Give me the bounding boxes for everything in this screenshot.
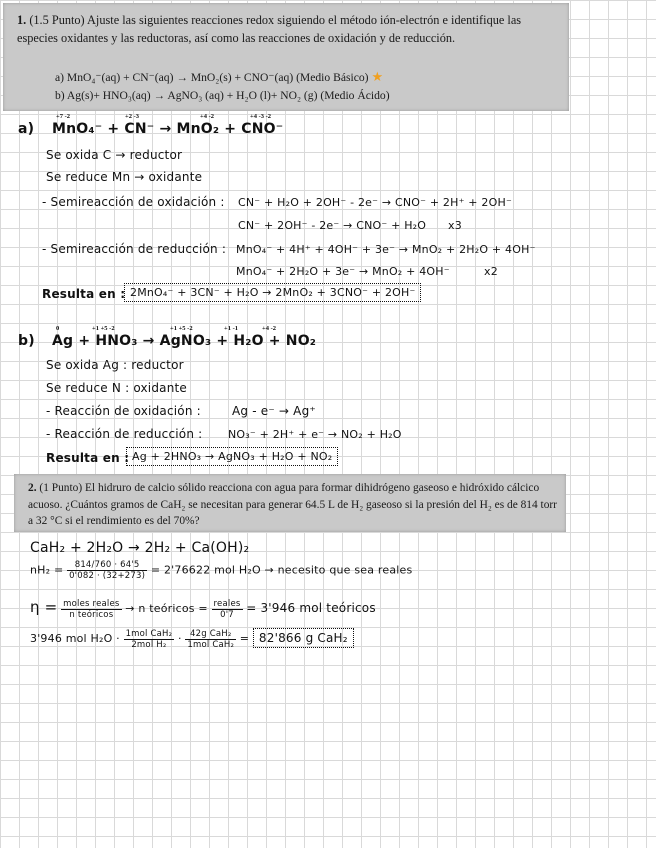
q2-f2-numerator: 42g CaH₂ xyxy=(185,629,236,640)
q2-eta-label: η = xyxy=(30,598,58,616)
q2-moles-line xyxy=(30,560,412,581)
part-a-result: 2MnO₄⁻ + 3CN⁻ + H₂O → 2MnO₂ + 3CNO⁻ + 2OH⁻ xyxy=(124,283,421,302)
option-a-text: a) MnO₄⁻(aq) + CN⁻(aq) → MnO₂(s) + CNO⁻(aq) (Medio Básico) xyxy=(55,71,369,84)
question-1-statement: (1.5 Punto) Ajuste las siguientes reacciones redox siguiendo el método ión-electrón e identifique las especies oxidantes y las reductoras, así como las reacciones de oxidación y de reducción. xyxy=(17,13,522,45)
q2-eta-arrow: → n teóricos = xyxy=(125,602,208,615)
question-1-option-b: b) Ag(s)+ HNO₃(aq) → AgNO₃ (aq) + H₂O (l)+ NO₂ (g) (Medio Ácido) xyxy=(55,89,390,102)
part-a-result-label: Resulta en : xyxy=(42,287,126,301)
q2-f1-numerator: 1mol CaH₂ xyxy=(125,628,173,639)
q2-yield-line xyxy=(30,598,376,620)
q2-n-denominator: 0'082 · (32+273) xyxy=(69,571,146,581)
q2-eta2-fraction xyxy=(212,599,243,620)
q2-final-equals: = xyxy=(239,632,250,645)
q2-n-numerator: 814/760 · 64'5 xyxy=(67,560,147,571)
q2-final-result: 82'866 g CaH₂ xyxy=(253,628,354,648)
question-2-text xyxy=(28,480,558,530)
ox-number: +4 -2 xyxy=(200,113,214,120)
part-a-label: a) xyxy=(18,121,35,137)
ox-number: 0 xyxy=(56,325,60,332)
part-a-oxidized: Se oxida C → reductor xyxy=(46,148,183,162)
part-b-red-label: - Reacción de reducción : xyxy=(46,427,203,441)
q2-final-line: 3'946 mol H₂O · $\frac{\text{1mol CaH₂}}{\text{2mol H₂}}$ · $\frac{\text{42g CaH₂}}{\text{1mol CaH₂}}$ = 82'866 g CaH₂ xyxy=(30,628,354,650)
question-2-statement: (1 Punto) El hidruro de calcio sólido reacciona con agua para formar dihidrógeno gaseoso e hidróxido cálcico acuoso. ¿Cuántos gramos de CaH₂ se necesitan para generar 64.5 L de H₂ gaseoso si la presión del H₂ es de 814 torr a 32 °C si el rendimiento es del 70%? xyxy=(28,482,557,527)
question-2-banner xyxy=(14,474,566,532)
part-b-reduced: Se reduce N : oxidante xyxy=(46,381,188,395)
q2-f2-fraction xyxy=(185,629,236,650)
q2-final-start: 3'946 mol H₂O · xyxy=(30,632,120,645)
part-a-semi-ox-mult: x3 xyxy=(448,219,462,232)
part-a-semi-ox-1: CN⁻ + H₂O + 2OH⁻ - 2e⁻ → CNO⁻ + 2H⁺ + 2OH⁻ xyxy=(238,196,512,209)
q2-eta2-numerator: reales xyxy=(213,598,241,609)
question-1-option-a xyxy=(55,69,383,85)
question-1-text xyxy=(17,11,561,47)
part-a-semi-ox-label: - Semireacción de oxidación : xyxy=(42,195,225,209)
q2-f1-denominator: 2mol H₂ xyxy=(131,639,167,650)
part-b-result-box xyxy=(126,447,338,466)
star-icon: ★ xyxy=(371,69,384,84)
part-a-semi-ox-2: CN⁻ + 2OH⁻ - 2e⁻ → CNO⁻ + H₂O xyxy=(238,219,427,232)
q2-eta2-denominator: 0'7 xyxy=(220,609,234,620)
part-a-semi-red-2: MnO₄⁻ + 2H₂O + 3e⁻ → MnO₂ + 4OH⁻ xyxy=(236,265,450,278)
part-b-result: Ag + 2HNO₃ → AgNO₃ + H₂O + NO₂ xyxy=(126,447,338,466)
q2-n-label: nH₂ = xyxy=(30,563,64,577)
q2-f1-fraction xyxy=(124,629,175,650)
part-a-semi-red-1: MnO₄⁻ + 4H⁺ + 4OH⁻ + 3e⁻ → MnO₂ + 2H₂O + 4OH⁻ xyxy=(236,243,536,256)
part-b-ox-label: - Reacción de oxidación : xyxy=(46,404,201,418)
part-b-reaction: Ag + HNO₃ → AgNO₃ + H₂O + NO₂ xyxy=(52,333,317,349)
question-2-number: 2. xyxy=(28,482,37,494)
part-a-semi-red-label: - Semireacción de reducción : xyxy=(42,242,227,256)
ox-number: +1 +5 -2 xyxy=(170,325,193,332)
part-b-ox-eq: Ag - e⁻ → Ag⁺ xyxy=(232,404,316,418)
q2-n-result: = 2'76622 mol H₂O → necesito que sea reales xyxy=(150,563,413,577)
part-b-oxidized: Se oxida Ag : reductor xyxy=(46,358,184,372)
ox-number: +1 -1 xyxy=(224,325,238,332)
part-a-result-box xyxy=(124,283,421,302)
ox-number: +4 -3 -2 xyxy=(250,113,272,120)
q2-eta-denominator: n teóricos xyxy=(69,609,114,620)
ox-number: +4 -2 xyxy=(262,325,276,332)
part-b-label: b) xyxy=(18,333,35,349)
part-a-reaction: MnO₄⁻ + CN⁻ → MnO₂ + CNO⁻ xyxy=(52,121,284,137)
q2-reaction: CaH₂ + 2H₂O → 2H₂ + Ca(OH)₂ xyxy=(30,540,250,556)
q2-n-fraction xyxy=(67,560,147,581)
q2-eta-fraction xyxy=(61,599,121,620)
part-b-result-label: Resulta en : xyxy=(46,451,130,465)
part-a-semi-red-mult: x2 xyxy=(484,265,498,278)
part-a-reduced: Se reduce Mn → oxidante xyxy=(46,170,203,184)
q2-f2-denominator: 1mol CaH₂ xyxy=(187,639,235,650)
q2-eta-result: = 3'946 mol teóricos xyxy=(246,601,376,615)
ox-number: +2 -3 xyxy=(125,113,139,120)
q2-eta-numerator: moles reales xyxy=(63,598,120,609)
question-1-number: 1. xyxy=(17,13,27,27)
part-b-red-eq: NO₃⁻ + 2H⁺ + e⁻ → NO₂ + H₂O xyxy=(228,428,402,441)
ox-number: +7 -2 xyxy=(56,113,70,120)
question-1-banner xyxy=(3,3,569,111)
ox-number: +1 +5 -2 xyxy=(92,325,115,332)
